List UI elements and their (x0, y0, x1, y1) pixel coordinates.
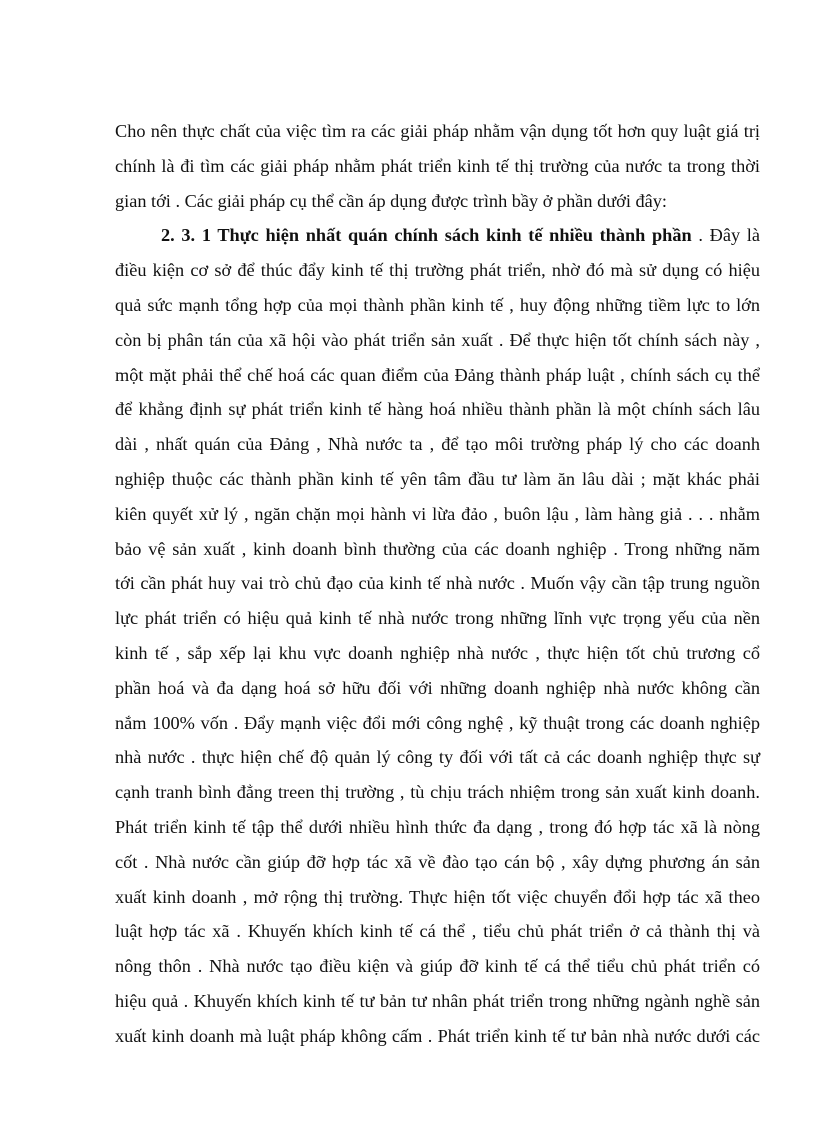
text-line: bảo vệ sản xuất , kinh doanh bình thường của các doanh nghiệp . Trong những năm (115, 538, 760, 559)
text-line: nghiệp thuộc các thành phần kinh tế yên tâm đầu tư làm ăn lâu dài ; mặt khác phải (115, 468, 760, 489)
text-line: lực phát triển có hiệu quả kinh tế nhà nước trong những lĩnh vực trọng yếu của nền (115, 608, 760, 629)
text-line: cạnh tranh bình đẳng treen thị trường , tù chịu trách nhiệm trong sản xuất kinh doanh. (115, 782, 760, 803)
text-line: nắm 100% vốn . Đẩy mạnh việc đổi mới công nghệ , kỹ thuật trong các doanh nghiệp (115, 712, 760, 733)
text-line: kinh tế , sắp xếp lại khu vực doanh nghiệp nhà nước , thực hiện tốt chủ trương cổ (115, 642, 760, 663)
text-line: Phát triển kinh tế tập thể dưới nhiều hình thức đa dạng , trong đó hợp tác xã là nòng (115, 816, 760, 837)
text-line: gian tới . Các giải pháp cụ thể cần áp dụng được trình bầy ở phần dưới đây: (115, 190, 667, 211)
text-line: xuất kinh doanh mà luật pháp không cấm . Phát triển kinh tế tư bản nhà nước dưới các (115, 1025, 760, 1046)
text-line: xuất kinh doanh , mở rộng thị trường. Thực hiện tốt việc chuyển đổi hợp tác xã theo (115, 886, 760, 907)
text-line: Cho nên thực chất của việc tìm ra các giải pháp nhằm vận dụng tốt hơn quy luật giá trị (115, 121, 760, 141)
heading-line-rest: . Đây là (691, 225, 760, 246)
text-line: tới cần phát huy vai trò chủ đạo của kinh tế nhà nước . Muốn vậy cần tập trung nguồn (115, 573, 760, 594)
text-line: kiên quyết xử lý , ngăn chặn mọi hành vi lừa đảo , buôn lậu , làm hàng giả . . . nhằm (115, 503, 760, 524)
text-line: luật hợp tác xã . Khuyến khích kinh tế cá thể , tiểu chủ phát triển ở cả thành thị và (115, 921, 760, 942)
section-heading-line (115, 218, 760, 253)
text-line: hiệu quả . Khuyến khích kinh tế tư bản tư nhân phát triển trong những ngành nghề sản (115, 990, 760, 1011)
section-heading: 2. 3. 1 Thực hiện nhất quán chính sách kinh tế nhiều thành phần (161, 225, 692, 246)
text-line: dài , nhất quán của Đảng , Nhà nước ta , để tạo môi trường pháp lý cho các doanh (115, 434, 760, 455)
text-line: để khẳng định sự phát triển kinh tế hàng hoá nhiều thành phần là một chính sách lâu (115, 399, 760, 420)
text-line: còn bị phân tán của xã hội vào phát triển sản xuất . Để thực hiện tốt chính sách này , (115, 329, 760, 350)
text-line: quả sức mạnh tổng hợp của mọi thành phần kinh tế , huy động những tiềm lực to lớn (115, 294, 760, 315)
text-line: nhà nước . thực hiện chế độ quản lý công ty đối với tất cả các doanh nghiệp thực sự (115, 747, 760, 768)
text-line: chính là đi tìm các giải pháp nhằm phát triển kinh tế thị trường của nước ta trong thời (115, 155, 760, 176)
text-line: điều kiện cơ sở để thúc đẩy kinh tế thị trường phát triển, nhờ đó mà sử dụng có hiệu (115, 260, 760, 281)
text-line: phần hoá và đa dạng hoá sở hữu đối với những doanh nghiệp nhà nước không cần (115, 677, 760, 698)
text-line: cốt . Nhà nước cần giúp đỡ hợp tác xã về đào tạo cán bộ , xây dựng phương án sản (115, 851, 760, 872)
body-text (115, 114, 760, 1054)
text-line: một mặt phải thể chế hoá các quan điểm của Đảng thành pháp luật , chính sách cụ thể (115, 364, 760, 385)
text-line: nông thôn . Nhà nước tạo điều kiện và giúp đỡ kinh tế cá thể tiểu chủ phát triển có (115, 956, 760, 977)
